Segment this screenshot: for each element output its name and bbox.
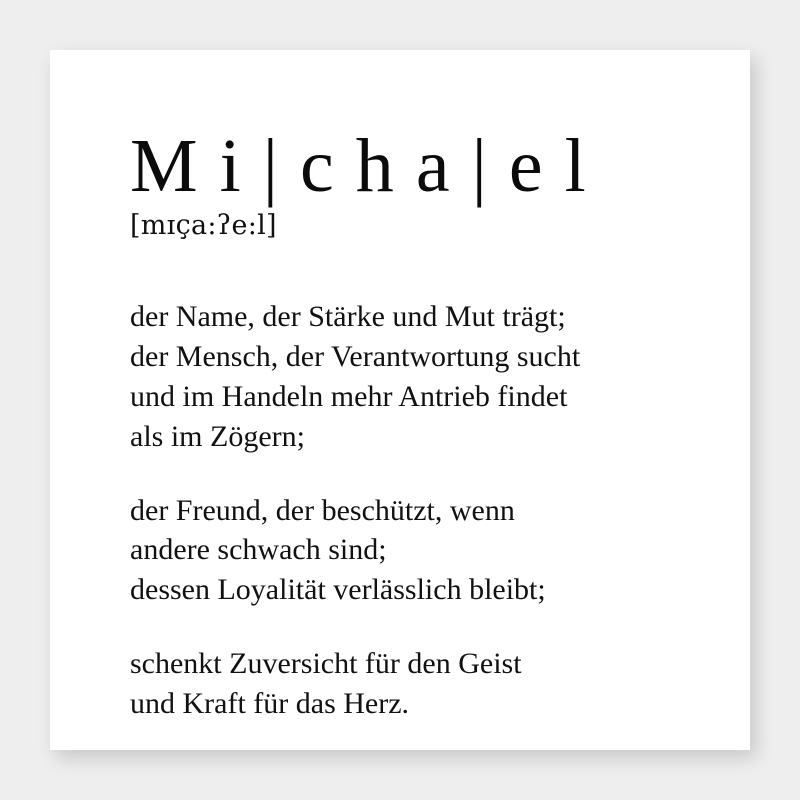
stanza-line: und im Handeln mehr Antrieb findet <box>130 379 568 413</box>
stanza-line: der Mensch, der Verantwortung sucht <box>130 339 581 373</box>
stanza-line: der Freund, der beschützt, wenn <box>130 493 515 527</box>
stanza-line: dessen Loyalität verlässlich bleibt; <box>130 573 546 607</box>
stanza-line: schenkt Zuversicht für den Geist <box>130 647 522 681</box>
headword: M i | c h a | e l <box>130 124 588 208</box>
stanza-line: als im Zögern; <box>130 419 305 453</box>
stanza-3 <box>130 644 690 724</box>
stanza-line: andere schwach sind; <box>130 533 387 567</box>
poster-card <box>50 50 750 750</box>
phonetic-transcription: [mɪça:ʔe:l] <box>130 210 277 241</box>
stanza-line: und Kraft für das Herz. <box>130 687 410 721</box>
definition-body <box>130 297 690 724</box>
stanza-1 <box>130 297 690 457</box>
title-block <box>130 124 690 241</box>
stanza-2 <box>130 491 690 611</box>
stanza-line: der Name, der Stärke und Mut trägt; <box>130 300 566 333</box>
